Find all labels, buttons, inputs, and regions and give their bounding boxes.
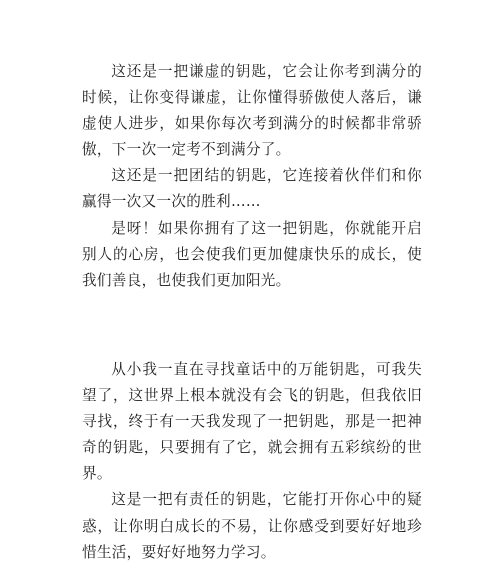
- paragraph-unity-key: 这还是一把团结的钥匙，它连接着伙伴们和你赢得一次又一次的胜利……: [82, 167, 422, 211]
- paragraph-humble-key: 这还是一把谦虚的钥匙，它会让你考到满分的时候，让你变得谦虚，让你懂得骄傲使人落后，谦虚使人进步，如果你每次考到满分的时候都非常骄傲，下一次一定考不到满分了。: [82, 63, 422, 159]
- essay-section-top: [82, 59, 422, 294]
- paragraph-magic-key: 从小我一直在寻找童话中的万能钥匙，可我失望了，这世界上根本就没有会飞的钥匙，但我依旧寻找，终于有一天我发现了一把钥匙，那是一把神奇的钥匙，只要拥有了它，就会拥有五彩缤纷的世界。: [82, 361, 422, 483]
- essay-section-bottom: [82, 357, 422, 566]
- paragraph-responsibility-key: 这是一把有责任的钥匙，它能打开你心中的疑惑，让你明白成长的不易，让你感受到要好好地珍惜生活，要好好地努力学习。: [82, 491, 422, 561]
- paragraph-conclusion: 是呀！如果你拥有了这一把钥匙，你就能开启别人的心房，也会使我们更加健康快乐的成长，使我们善良，也使我们更加阳光。: [82, 219, 422, 289]
